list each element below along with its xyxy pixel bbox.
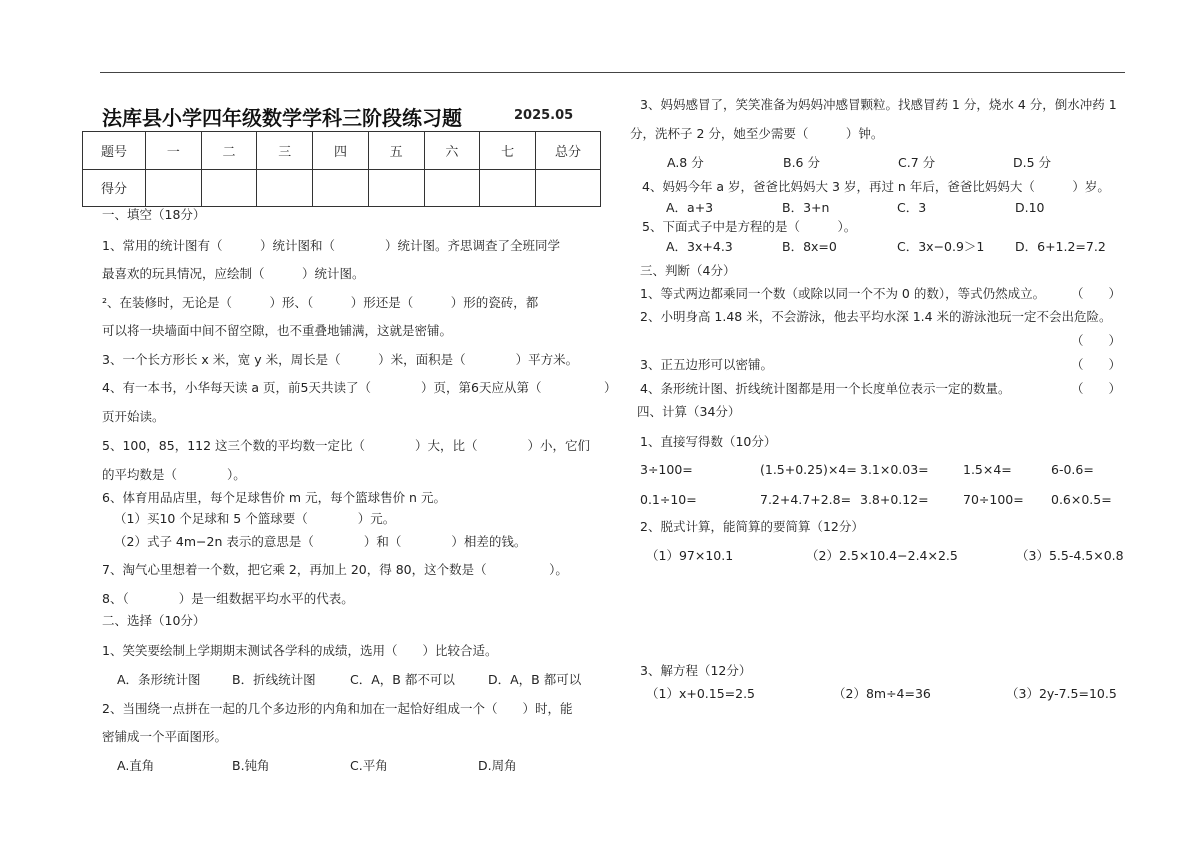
choice-1-option-b: B．折线统计图: [232, 672, 316, 687]
score-table: [82, 131, 601, 207]
score-header-cell: 四: [313, 132, 369, 170]
choice-2-option-d: D.周角: [478, 758, 517, 773]
choice-5-option-c: C．3x−0.9＞1: [897, 239, 985, 254]
choice-3-line-2: 分，洗杯子 2 分，她至少需要（ ）钟。: [630, 126, 884, 141]
calc-1-item: 0.6×0.5=: [1051, 492, 1112, 507]
score-row-label: 得分: [83, 169, 146, 207]
judge-1-answer[interactable]: （ ）: [1071, 286, 1122, 301]
section-fill-in-title: 一、填空（18分）: [102, 207, 206, 222]
calc-1-item: 3÷100=: [640, 462, 693, 477]
score-blank-cell[interactable]: [313, 169, 369, 207]
calc-1-item: 0.1÷10=: [640, 492, 697, 507]
question-2-line-2: 可以将一块墙面中间不留空隙，也不重叠地铺满，这就是密铺。: [102, 323, 453, 338]
score-blank-cell[interactable]: [536, 169, 601, 207]
question-6: 6、体育用品店里，每个足球售价 m 元，每个篮球售价 n 元。: [102, 490, 446, 505]
choice-2-option-a: A.直角: [117, 758, 155, 773]
choice-5-option-a: A．3x+4.3: [666, 239, 733, 254]
question-6-part-2: （2）式子 4m−2n 表示的意思是（ ）和（ ）相差的钱。: [114, 534, 527, 549]
page-title: 法库县小学四年级数学学科三阶段练习题: [102, 106, 462, 130]
choice-2-option-c: C.平角: [350, 758, 388, 773]
question-4-line-2: 页开始读。: [102, 409, 165, 424]
choice-1: 1、笑笑要绘制上学期期末测试各学科的成绩，选用（ ）比较合适。: [102, 643, 498, 658]
judge-2-answer[interactable]: （ ）: [1071, 333, 1122, 348]
score-header-row: [83, 132, 601, 170]
choice-4: 4、妈妈今年 a 岁，爸爸比妈妈大 3 岁，再过 n 年后，爸爸比妈妈大（ ）岁。: [642, 179, 1110, 194]
choice-1-option-a: A．条形统计图: [117, 672, 201, 687]
choice-3-option-b: B.6 分: [783, 155, 820, 170]
choice-5-option-b: B．8x=0: [782, 239, 837, 254]
choice-2-option-b: B.钝角: [232, 758, 270, 773]
calc-2-item: （2）2.5×10.4−2.4×2.5: [806, 548, 958, 563]
section-judge-title: 三、判断（4分）: [640, 263, 736, 278]
question-7: 7、淘气心里想着一个数，把它乘 2，再加上 20，得 80，这个数是（ ）。: [102, 562, 568, 577]
question-4-line-1: 4、有一本书，小华每天读 a 页，前5天共读了（ ）页，第6天应从第（ ）: [102, 380, 617, 395]
calc-2-title: 2、脱式计算，能简算的要简算（12分）: [640, 519, 864, 534]
choice-3-option-d: D.5 分: [1013, 155, 1052, 170]
judge-4-answer[interactable]: （ ）: [1071, 381, 1122, 396]
question-6-part-1: （1）买10 个足球和 5 个篮球要（ ）元。: [114, 511, 396, 526]
calc-1-item: (1.5+0.25)×4=: [760, 462, 857, 477]
question-8: 8、（ ）是一组数据平均水平的代表。: [102, 591, 354, 606]
score-blank-cell[interactable]: [480, 169, 536, 207]
exam-date: 2025.05: [514, 108, 574, 123]
choice-1-option-d: D．A，B 都可以: [488, 672, 582, 687]
score-header-cell: 七: [480, 132, 536, 170]
score-value-row: [83, 169, 601, 207]
judge-1: 1、等式两边都乘同一个数（或除以同一个不为 0 的数），等式仍然成立。: [640, 286, 1046, 301]
question-5-line-1: 5、100，85，112 这三个数的平均数一定比（ ）大，比（ ）小，它们: [102, 438, 591, 453]
question-1-line-1: 1、常用的统计图有（ ）统计图和（ ）统计图。齐思调查了全班同学: [102, 238, 560, 253]
choice-3-option-c: C.7 分: [898, 155, 936, 170]
choice-3-option-a: A.8 分: [667, 155, 704, 170]
question-2-line-1: ²、在装修时，无论是（ ）形、（ ）形还是（ ）形的瓷砖，都: [102, 295, 539, 310]
choice-5-option-d: D．6+1.2=7.2: [1015, 239, 1106, 254]
score-header-cell: 题号: [83, 132, 146, 170]
calc-1-item: 6-0.6=: [1051, 462, 1094, 477]
choice-4-option-a: A．a+3: [666, 200, 714, 215]
score-blank-cell[interactable]: [424, 169, 480, 207]
choice-4-option-c: C．3: [897, 200, 927, 215]
calc-1-item: 7.2+4.7+2.8=: [760, 492, 852, 507]
calc-3-item: （2）8m÷4=36: [833, 686, 931, 701]
section-choice-title: 二、选择（10分）: [102, 613, 206, 628]
judge-3: 3、正五边形可以密铺。: [640, 357, 773, 372]
score-blank-cell[interactable]: [146, 169, 202, 207]
choice-1-option-c: C．A，B 都不可以: [350, 672, 455, 687]
choice-2-line-1: 2、当围绕一点拼在一起的几个多边形的内角和加在一起恰好组成一个（ ）时，能: [102, 701, 573, 716]
top-rule: [100, 72, 1125, 73]
score-header-cell: 三: [257, 132, 313, 170]
calc-3-item: （3）2y-7.5=10.5: [1006, 686, 1117, 701]
score-header-cell: 六: [424, 132, 480, 170]
choice-4-option-b: B．3+n: [782, 200, 830, 215]
question-3: 3、一个长方形长 x 米，宽 y 米，周长是（ ）米，面积是（ ）平方米。: [102, 352, 579, 367]
calc-2-item: （1）97×10.1: [646, 548, 734, 563]
calc-1-title: 1、直接写得数（10分）: [640, 434, 777, 449]
calc-1-item: 1.5×4=: [963, 462, 1012, 477]
choice-3-line-1: 3、妈妈感冒了，笑笑准备为妈妈冲感冒颗粒。找感冒药 1 分，烧水 4 分，倒水冲药 1: [640, 97, 1117, 112]
score-header-cell: 二: [201, 132, 257, 170]
section-calc-title: 四、计算（34分）: [637, 404, 741, 419]
score-blank-cell[interactable]: [257, 169, 313, 207]
calc-2-item: （3）5.5-4.5×0.8: [1016, 548, 1124, 563]
calc-1-item: 3.8+0.12=: [860, 492, 929, 507]
score-blank-cell[interactable]: [368, 169, 424, 207]
judge-3-answer[interactable]: （ ）: [1071, 357, 1122, 372]
judge-2: 2、小明身高 1.48 米，不会游泳，他去平均水深 1.4 米的游泳池玩一定不会出危险。: [640, 309, 1112, 324]
calc-3-item: （1）x+0.15=2.5: [646, 686, 756, 701]
choice-2-line-2: 密铺成一个平面图形。: [102, 729, 228, 744]
choice-5: 5、下面式子中是方程的是（ ）。: [642, 219, 857, 234]
score-header-cell: 五: [368, 132, 424, 170]
calc-1-item: 70÷100=: [963, 492, 1024, 507]
choice-4-option-d: D.10: [1015, 200, 1045, 215]
question-1-line-2: 最喜欢的玩具情况，应绘制（ ）统计图。: [102, 266, 365, 281]
calc-3-title: 3、解方程（12分）: [640, 663, 752, 678]
question-5-line-2: 的平均数是（ ）。: [102, 467, 246, 482]
calc-1-item: 3.1×0.03=: [860, 462, 929, 477]
score-blank-cell[interactable]: [201, 169, 257, 207]
score-header-cell: 一: [146, 132, 202, 170]
judge-4: 4、条形统计图、折线统计图都是用一个长度单位表示一定的数量。: [640, 381, 1011, 396]
score-header-cell: 总分: [536, 132, 601, 170]
